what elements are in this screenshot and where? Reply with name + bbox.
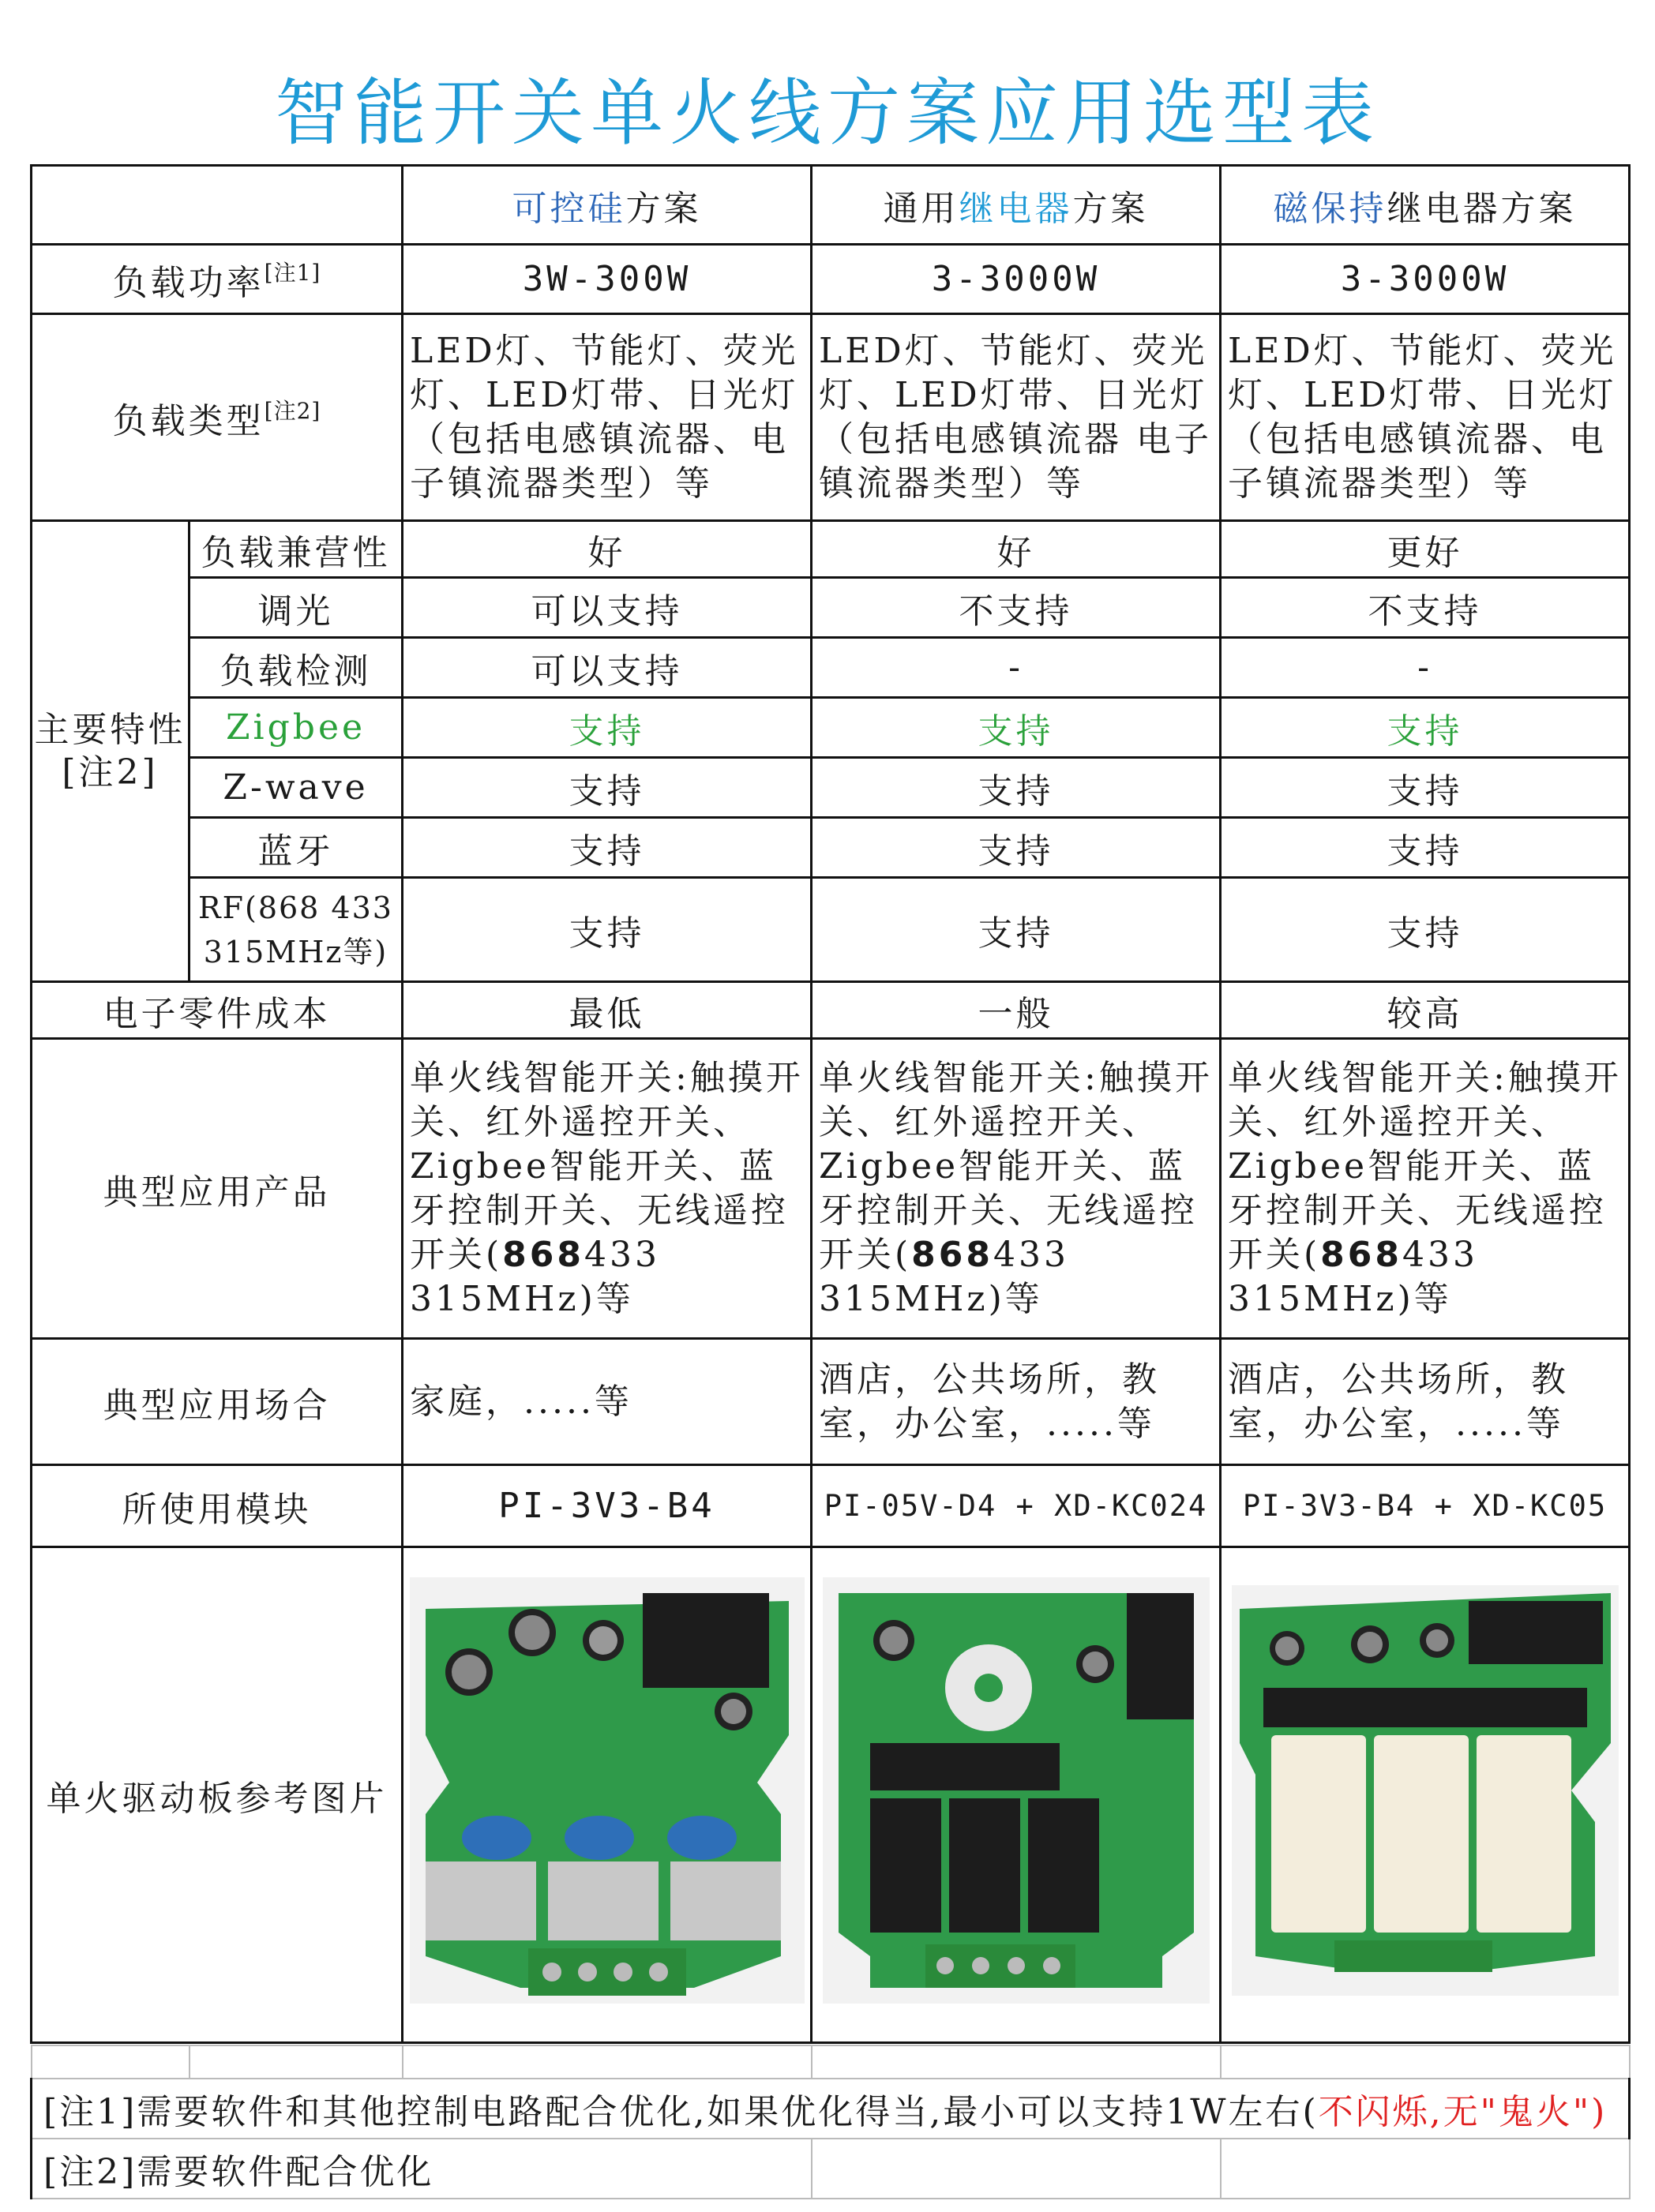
pcb-photo-relay (823, 1577, 1210, 2004)
feature-value: 支持 (812, 818, 1221, 878)
products-col3: 单火线智能开关:触摸开关、红外遥控开关、Zigbee智能开关、蓝牙控制开关、无线遥控开关(868433 315MHz)等 (1221, 1039, 1630, 1339)
row-modules (32, 1465, 1630, 1547)
feature-label: 蓝牙 (190, 818, 403, 878)
feature-row-dimming (32, 578, 1630, 638)
spacer-cell (403, 2045, 812, 2079)
feature-value: 不支持 (1221, 578, 1630, 638)
spacer-cell (1221, 2045, 1630, 2079)
spacer-cell (1221, 2139, 1630, 2199)
feature-value: 支持 (812, 758, 1221, 818)
note1: [注1]需要软件和其他控制电路配合优化,如果优化得当,最小可以支持1W左右(不闪烁,无"鬼火") (32, 2079, 1630, 2139)
photo-cell-col1 (403, 1547, 812, 2043)
feature-row-detection (32, 638, 1630, 698)
spacer-cell (32, 2045, 190, 2079)
load-power-col1: 3W-300W (403, 245, 812, 314)
selection-table (30, 164, 1631, 2044)
products-col1: 单火线智能开关:触摸开关、红外遥控开关、Zigbee智能开关、蓝牙控制开关、无线遥控开关(868433 315MHz)等 (403, 1039, 812, 1339)
header-empty (32, 166, 403, 245)
spacer-cell (812, 2045, 1221, 2079)
row-products (32, 1039, 1630, 1339)
note2: [注2]需要软件配合优化 (32, 2139, 812, 2199)
feature-label: Z-wave (190, 758, 403, 818)
row-photos (32, 1547, 1630, 2043)
feature-value: 可以支持 (403, 638, 812, 698)
feature-value: 支持 (1221, 818, 1630, 878)
feature-value: 支持 (403, 698, 812, 758)
scenarios-col2: 酒店，公共场所，教室，办公室，.....等 (812, 1339, 1221, 1465)
cost-col1: 最低 (403, 982, 812, 1039)
products-col2: 单火线智能开关:触摸开关、红外遥控开关、Zigbee智能开关、蓝牙控制开关、无线遥控开关(868433 315MHz)等 (812, 1039, 1221, 1339)
feature-value: 支持 (1221, 698, 1630, 758)
notes-spacer-row (32, 2045, 1630, 2079)
row-load-type (32, 314, 1630, 521)
photo-cell-col3 (1221, 1547, 1630, 2043)
label-photos: 单火驱动板参考图片 (32, 1547, 403, 2043)
feature-label: 调光 (190, 578, 403, 638)
label-scenarios: 典型应用场合 (32, 1339, 403, 1465)
feature-label: RF(868 433 315MHz等) (190, 878, 403, 982)
label-products: 典型应用产品 (32, 1039, 403, 1339)
feature-label: 负载兼营性 (190, 521, 403, 578)
feature-row-bluetooth (32, 818, 1630, 878)
row-load-power (32, 245, 1630, 314)
label-load-type: 负载类型[注2] (32, 314, 403, 521)
load-power-col3: 3-3000W (1221, 245, 1630, 314)
cost-col2: 一般 (812, 982, 1221, 1039)
feature-value: 支持 (403, 818, 812, 878)
row-cost (32, 982, 1630, 1039)
load-type-col2: LED灯、节能灯、荧光灯、LED灯带、日光灯（包括电感镇流器 电子镇流器类型）等 (812, 314, 1221, 521)
label-load-power: 负载功率[注1] (32, 245, 403, 314)
feature-value: 支持 (812, 878, 1221, 982)
feature-row-rf (32, 878, 1630, 982)
modules-col2: PI-05V-D4 + XD-KC024 (812, 1465, 1221, 1547)
page-title: 智能开关单火线方案应用选型表 (274, 71, 1380, 156)
feature-value: 可以支持 (403, 578, 812, 638)
header-col2: 通用继电器方案 (812, 166, 1221, 245)
load-power-col2: 3-3000W (812, 245, 1221, 314)
feature-value: 支持 (1221, 878, 1630, 982)
cost-col3: 较高 (1221, 982, 1630, 1039)
photo-cell-col2 (812, 1547, 1221, 2043)
notes-table (30, 2045, 1631, 2199)
feature-value: 好 (403, 521, 812, 578)
note1-row (32, 2079, 1630, 2139)
scenarios-col1: 家庭，.....等 (403, 1339, 812, 1465)
modules-col1: PI-3V3-B4 (403, 1465, 812, 1547)
label-main-features: 主要特性[注2] (32, 521, 190, 982)
feature-row-compat (32, 521, 1630, 578)
spacer-cell (190, 2045, 403, 2079)
feature-label: 负载检测 (190, 638, 403, 698)
feature-value: 好 (812, 521, 1221, 578)
label-cost: 电子零件成本 (32, 982, 403, 1039)
feature-value: - (1221, 638, 1630, 698)
label-modules: 所使用模块 (32, 1465, 403, 1547)
feature-value: 不支持 (812, 578, 1221, 638)
feature-row-zwave (32, 758, 1630, 818)
feature-value: 支持 (1221, 758, 1630, 818)
feature-value: - (812, 638, 1221, 698)
header-col1: 可控硅方案 (403, 166, 812, 245)
feature-value: 支持 (403, 758, 812, 818)
feature-value: 支持 (403, 878, 812, 982)
note2-row (32, 2139, 1630, 2199)
scenarios-col3: 酒店，公共场所，教室，办公室，.....等 (1221, 1339, 1630, 1465)
pcb-photo-triac (410, 1577, 805, 2004)
feature-value: 更好 (1221, 521, 1630, 578)
header-col3: 磁保持继电器方案 (1221, 166, 1630, 245)
spacer-cell (812, 2139, 1221, 2199)
pcb-photo-latching-relay (1232, 1585, 1619, 1996)
feature-label: Zigbee (190, 698, 403, 758)
header-row (32, 166, 1630, 245)
feature-row-zigbee (32, 698, 1630, 758)
row-scenarios (32, 1339, 1630, 1465)
feature-value: 支持 (812, 698, 1221, 758)
load-type-col1: LED灯、节能灯、荧光灯、LED灯带、日光灯（包括电感镇流器、电子镇流器类型）等 (403, 314, 812, 521)
load-type-col3: LED灯、节能灯、荧光灯、LED灯带、日光灯（包括电感镇流器、电子镇流器类型）等 (1221, 314, 1630, 521)
modules-col3: PI-3V3-B4 + XD-KC05 (1221, 1465, 1630, 1547)
